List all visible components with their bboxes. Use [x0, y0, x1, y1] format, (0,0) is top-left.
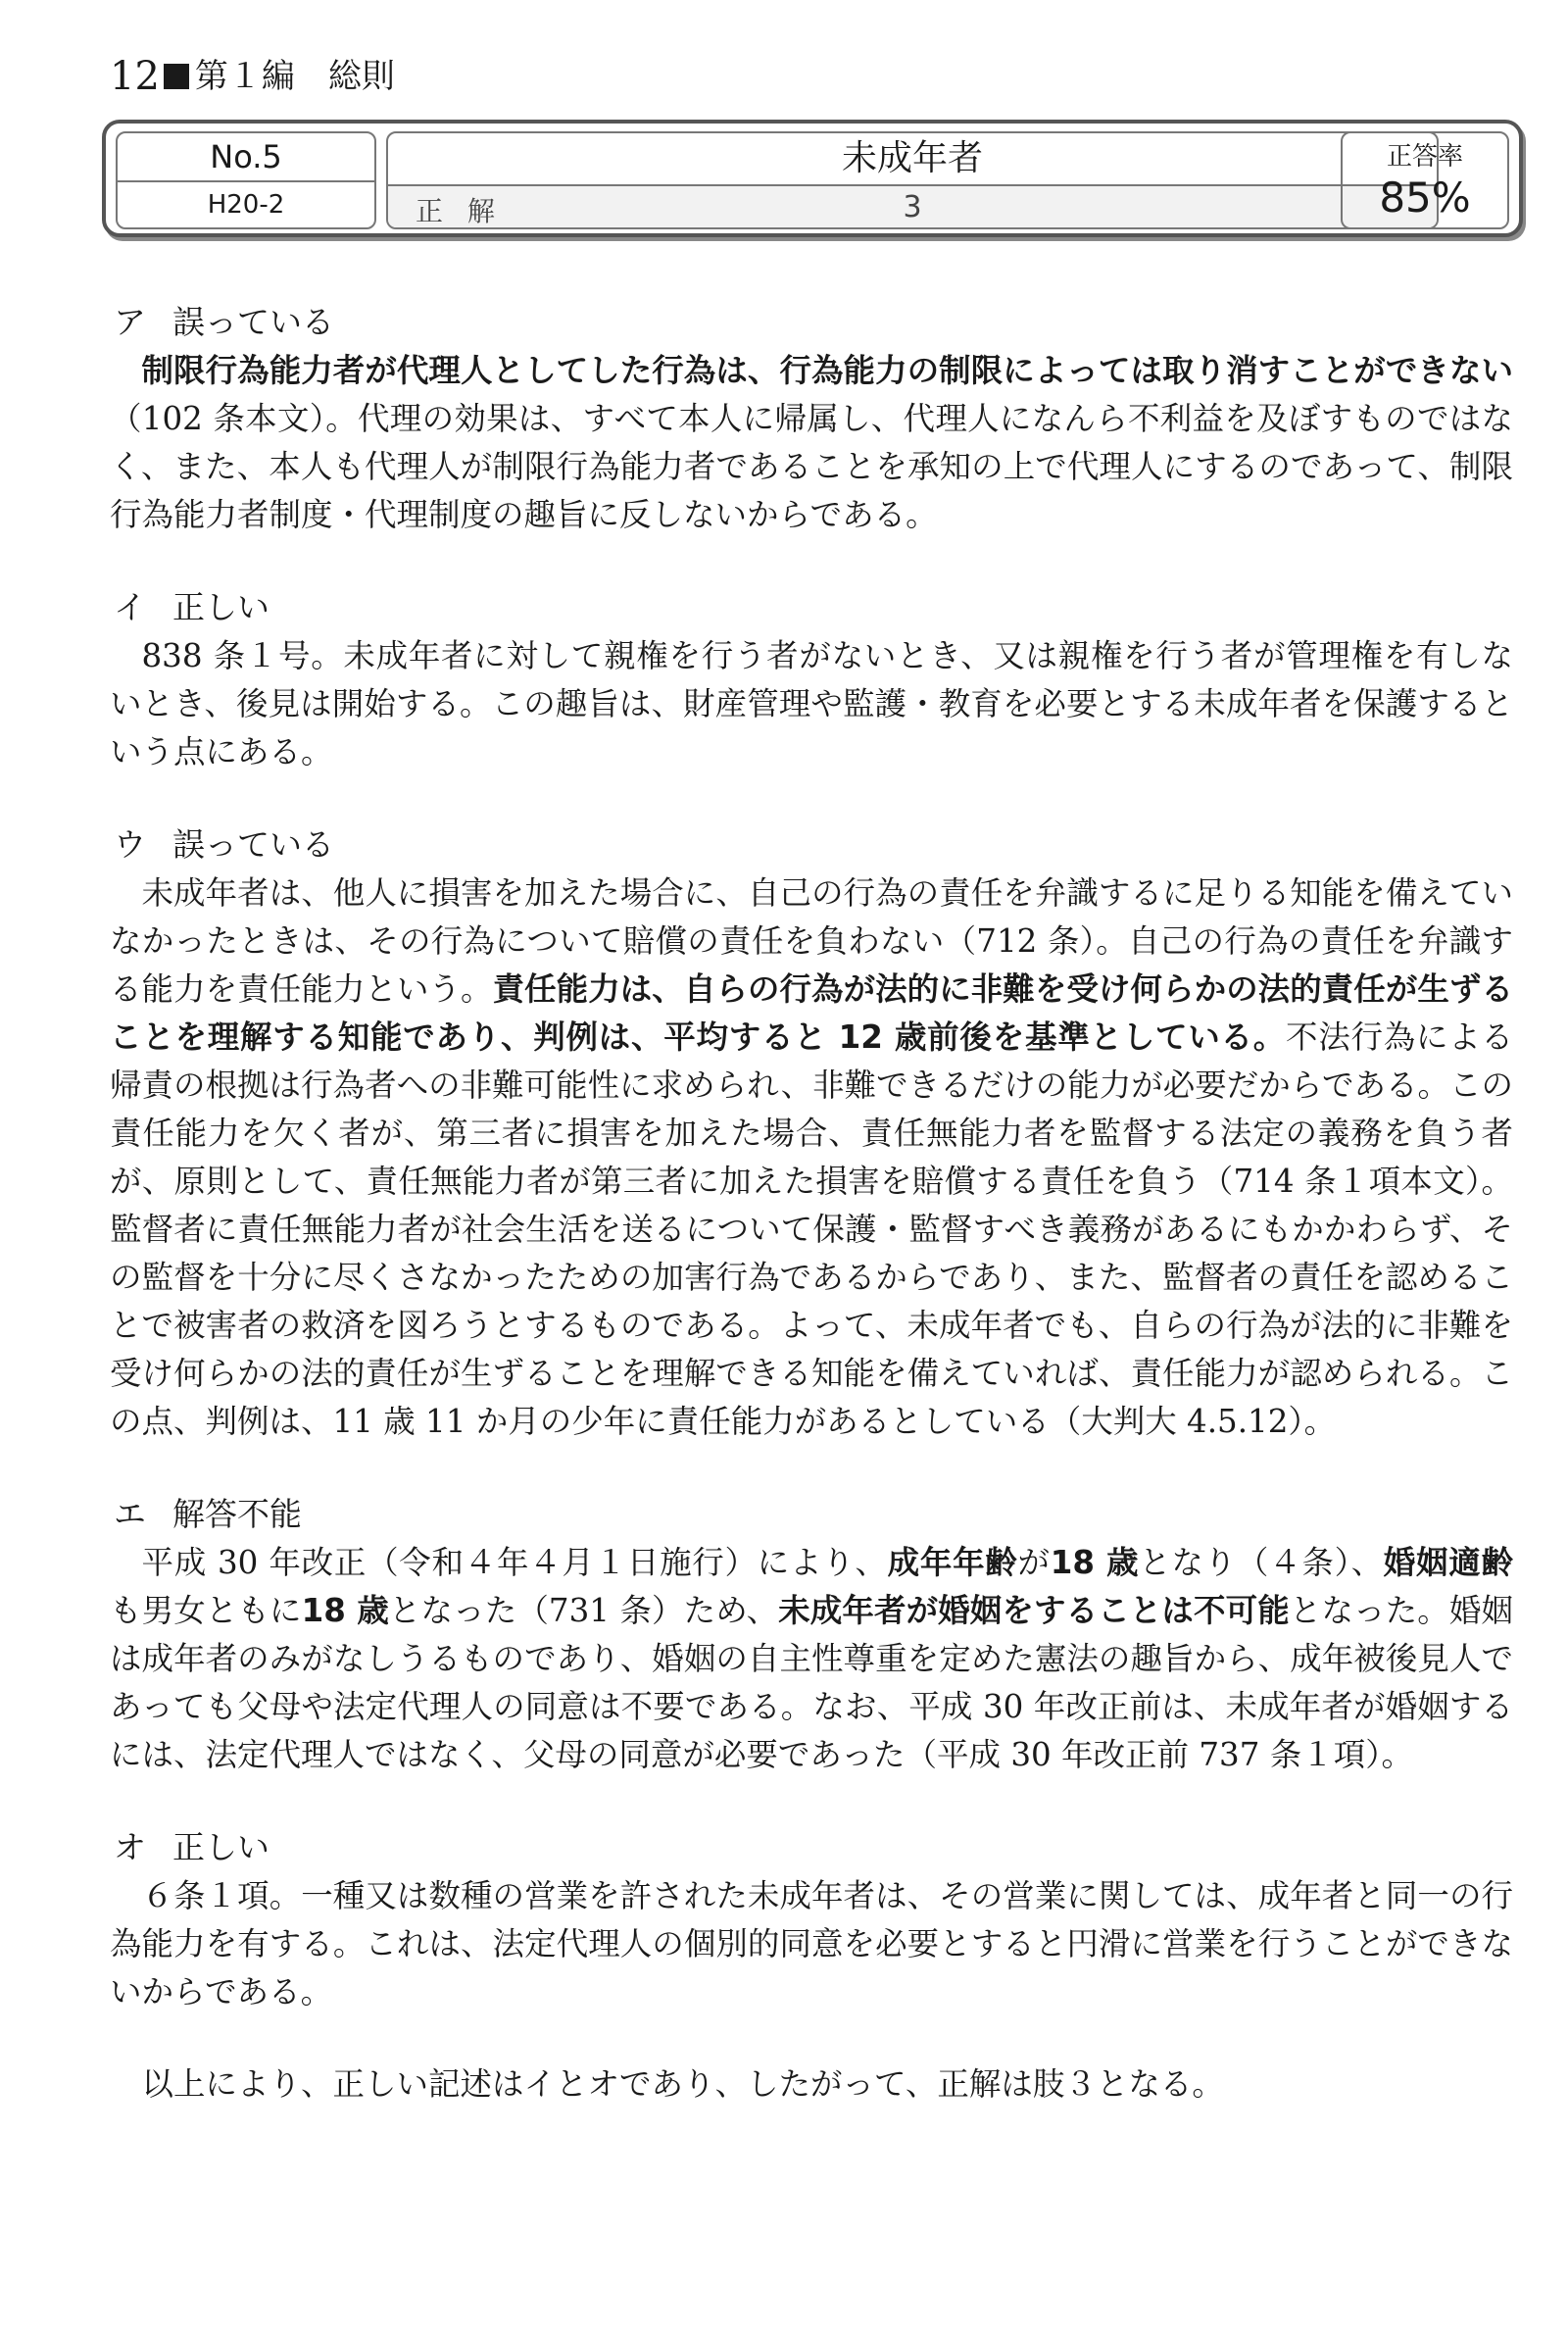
choice-verdict	[110, 820, 1513, 869]
body-text: が	[1017, 1544, 1051, 1581]
emphasis-text: 婚姻適齢	[1383, 1544, 1513, 1581]
conclusion-text: 以上により、正しい記述はイとオであり、したがって、正解は肢３となる。	[141, 2065, 1224, 2103]
part-label: 第１編	[194, 57, 295, 96]
choice-verdict	[110, 1823, 1513, 1872]
square-bullet-icon	[164, 64, 189, 89]
body-text: となった。婚姻は成年者のみがなしうるものであり、婚姻の自主性尊重を定めた憲法の趣旨から、成年被後見人であっても父母や法定代理人の同意は不要である。なお、平成 30 年改正前は、未成年者が婚姻するには、法定代理人ではなく、父母の同意が必要であった（平成 30 年改正前 737 条１項）。	[110, 1592, 1513, 1773]
page-number: 12	[110, 54, 160, 99]
verdict-text: 正しい	[172, 1828, 270, 1866]
chapter-title: 総則	[327, 57, 395, 96]
question-number: No.5	[118, 133, 374, 182]
emphasis-text: 責任能力は、自らの行為が法的に非難を受け何らかの法的責任が生ずることを理解する知能であり、判例は、平均すると 12 歳前後を基準としている。	[110, 970, 1513, 1056]
choice-verdict	[110, 298, 1513, 347]
exam-year: H20-2	[207, 190, 285, 220]
emphasis-text: 18 歳	[301, 1592, 389, 1629]
answer-label: 正 解	[416, 195, 503, 227]
question-id-box	[116, 131, 376, 229]
verdict-text: 解答不能	[172, 1495, 302, 1533]
verdict-text: 誤っている	[172, 825, 334, 864]
choice-section	[110, 820, 1513, 1446]
answer-row	[388, 186, 1437, 227]
explanation-paragraph	[110, 1872, 1513, 2016]
accuracy-rate-box	[1341, 131, 1509, 229]
emphasis-text: 18 歳	[1050, 1544, 1140, 1581]
body-text: 未成年者は、他人に損害を加えた場合に、自己の行為の責任を弁識するに足りる知能を備えていなかったときは、その行為について賠償の責任を負わない（712 条）。自己の行為の責任を弁識する能力を責任能力という。	[110, 874, 1513, 1008]
choice-section	[110, 298, 1513, 539]
explanation-body	[110, 298, 1513, 2109]
body-text: 838 条１号。未成年者に対して親権を行う者がないとき、又は親権を行う者が管理権を有しないとき、後見は開始する。この趣旨は、財産管理や監護・教育を必要とする未成年者を保護するという点にある。	[110, 637, 1513, 770]
emphasis-text: 成年年齢	[887, 1544, 1018, 1581]
choice-mark: イ	[114, 588, 146, 626]
accuracy-rate-label: 正答率	[1386, 142, 1463, 172]
emphasis-text: 未成年者が婚姻をすることは不可能	[778, 1592, 1290, 1629]
body-text: も男女ともに	[110, 1592, 302, 1629]
body-text: となり（４条）、	[1139, 1544, 1384, 1581]
choice-mark: エ	[114, 1495, 146, 1533]
explanation-paragraph	[110, 869, 1513, 1446]
answer-value: 3	[903, 190, 922, 224]
body-text: となった（731 条）ため、	[388, 1592, 779, 1629]
choice-mark: ア	[114, 303, 146, 341]
question-title: 未成年者	[388, 133, 1437, 186]
verdict-text: 正しい	[172, 588, 270, 626]
choice-section	[110, 583, 1513, 776]
question-header	[102, 120, 1523, 237]
accuracy-rate-value: 85%	[1379, 174, 1471, 222]
choice-mark: オ	[114, 1828, 146, 1866]
choice-verdict	[110, 583, 1513, 632]
explanation-paragraph	[110, 632, 1513, 776]
verdict-text: 誤っている	[172, 303, 334, 341]
title-answer-box	[386, 131, 1439, 229]
body-text: （102 条本文）。代理の効果は、すべて本人に帰属し、代理人になんら不利益を及ぼすものではなく、また、本人も代理人が制限行為能力者であることを承知の上で代理人にするのであって、制限行為能力者制度・代理制度の趣旨に反しないからである。	[110, 400, 1513, 533]
body-text: 平成 30 年改正（令和４年４月１日施行）により、	[141, 1544, 888, 1581]
body-text: ６条１項。一種又は数種の営業を許された未成年者は、その営業に関しては、成年者と同一の行為能力を有する。これは、法定代理人の個別的同意を必要とすると円滑に営業を行うことができないからである。	[110, 1877, 1513, 2010]
choice-section	[110, 1823, 1513, 2016]
body-text: 不法行為による帰責の根拠は行為者への非難可能性に求められ、非難できるだけの能力が必要だからである。この責任能力を欠く者が、第三者に損害を加えた場合、責任無能力者を監督する法定の義務を負う者が、原則として、責任無能力者が第三者に加えた損害を賠償する責任を負う（714 条１項本文）。監督者に責任無能力者が社会生活を送るについて保護・監督すべき義務があるにもかかわらず、その監督を十分に尽くさなかったための加害行為であるからであり、また、監督者の責任を認めることで被害者の救済を図ろうとするものである。よって、未成年者でも、自らの行為が法的に非難を受け何らかの法的責任が生ずることを理解できる知能を備えていれば、責任能力が認められる。この点、判例は、11 歳 11 か月の少年に責任能力があるとしている（大判大 4.5.12）。	[110, 1018, 1513, 1440]
emphasis-text: 制限行為能力者が代理人としてした行為は、行為能力の制限によっては取り消すことができない	[141, 352, 1513, 389]
choice-section	[110, 1490, 1513, 1779]
explanation-paragraph	[110, 347, 1513, 539]
choice-verdict	[110, 1490, 1513, 1539]
explanation-paragraph	[110, 1539, 1513, 1779]
running-head	[110, 54, 395, 99]
choice-mark: ウ	[114, 825, 146, 864]
